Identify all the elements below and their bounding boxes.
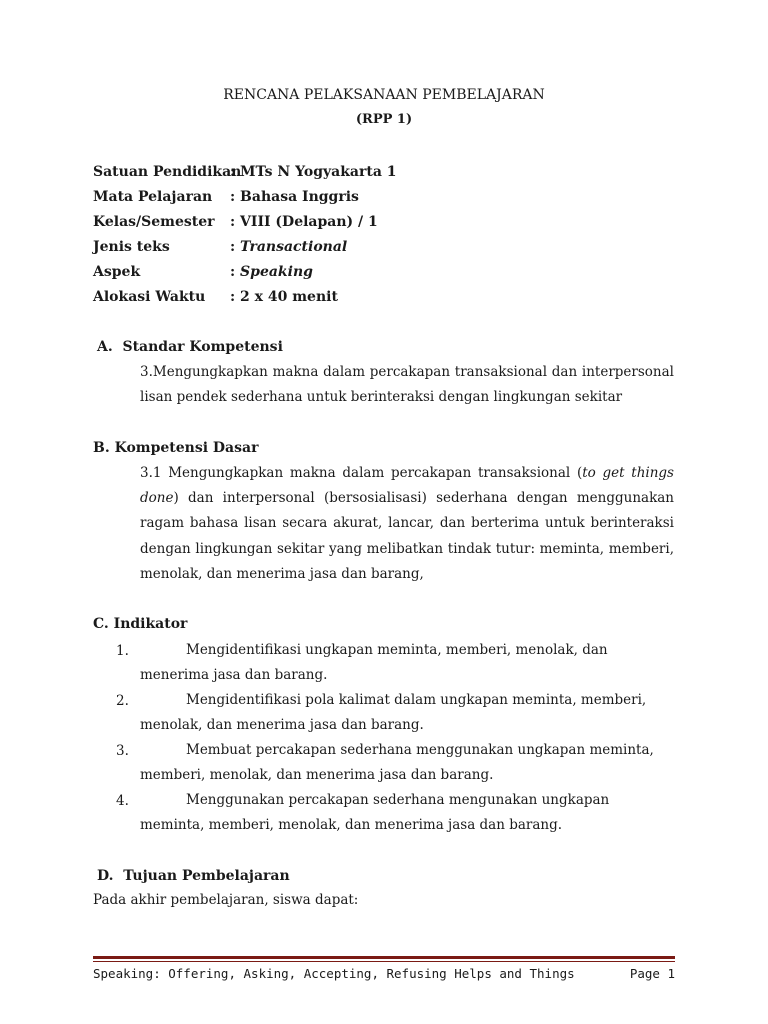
identity-value: : 2 x 40 menit bbox=[230, 289, 338, 305]
indicator-text: Menggunakan percakapan sederhana mengunakan ungkapan meminta, memberi, menolak, dan menerima jasa dan barang. bbox=[140, 792, 610, 834]
identity-value: : VIII (Delapan) / 1 bbox=[230, 214, 378, 230]
document-title: RENCANA PELAKSANAAN PEMBELAJARAN bbox=[223, 87, 545, 103]
section-d-heading: D. Tujuan Pembelajaran bbox=[97, 868, 290, 884]
indicator-text: Mengidentifikasi ungkapan meminta, memberi, menolak, dan menerima jasa dan barang. bbox=[140, 642, 608, 684]
section-b-heading: B. Kompetensi Dasar bbox=[93, 440, 259, 456]
identity-value-italic: Transactional bbox=[240, 239, 348, 255]
footer-rule-thick bbox=[93, 956, 675, 959]
section-b-text bbox=[140, 461, 674, 587]
identity-value bbox=[230, 262, 313, 282]
page-number: Page 1 bbox=[629, 966, 675, 981]
section-a-heading: A. Standar Kompetensi bbox=[97, 339, 283, 355]
section-b-text-after: ) dan interpersonal (bersosialisasi) sederhana dengan menggunakan ragam bahasa lisan secara akurat, lancar, dan berterima untuk berinteraksi dengan lingkungan sekitar yang melibatkan tindak tutur: meminta, memberi, menolak, dan menerima jasa dan barang, bbox=[140, 490, 674, 582]
indicator-number: 2. bbox=[116, 693, 129, 709]
indicator-number: 1. bbox=[116, 643, 129, 659]
identity-label: Satuan Pendidikan bbox=[93, 164, 242, 180]
indicator-number: 4. bbox=[116, 793, 129, 809]
identity-label: Mata Pelajaran bbox=[93, 189, 213, 205]
section-b-text-before: 3.1 Mengungkapkan makna dalam percakapan transaksional ( bbox=[140, 465, 583, 481]
indicator-number: 3. bbox=[116, 743, 129, 759]
section-c-heading: C. Indikator bbox=[93, 616, 188, 632]
section-b-text-italic: to get things done bbox=[140, 465, 674, 507]
identity-value-italic: Speaking bbox=[240, 264, 313, 280]
footer-rule-thin bbox=[93, 961, 675, 962]
identity-label: Aspek bbox=[93, 264, 141, 280]
identity-label: Kelas/Semester bbox=[93, 214, 215, 230]
section-d-text: Pada akhir pembelajaran, siswa dapat: bbox=[93, 892, 359, 908]
identity-label: Jenis teks bbox=[93, 239, 170, 255]
document-subtitle: (RPP 1) bbox=[355, 112, 413, 127]
page-footer bbox=[93, 964, 675, 984]
identity-label: Alokasi Waktu bbox=[93, 289, 206, 305]
identity-value: : MTs N Yogyakarta 1 bbox=[230, 164, 397, 180]
identity-value bbox=[230, 237, 347, 257]
identity-value-prefix: : bbox=[230, 239, 241, 255]
indicator-text: Mengidentifikasi pola kalimat dalam ungkapan meminta, memberi, menolak, dan menerima jasa dan barang. bbox=[140, 692, 647, 734]
section-a-text: 3.Mengungkapkan makna dalam percakapan transaksional dan interpersonal lisan pendek sederhana untuk berinteraksi dengan lingkungan sekitar bbox=[140, 364, 674, 406]
footer-title: Speaking: Offering, Asking, Accepting, Refusing Helps and Things bbox=[93, 966, 575, 981]
indicator-text: Membuat percakapan sederhana menggunakan ungkapan meminta, memberi, menolak, dan menerima jasa dan barang. bbox=[140, 742, 654, 784]
identity-value-prefix: : bbox=[230, 264, 241, 280]
identity-value: : Bahasa Inggris bbox=[230, 189, 359, 205]
